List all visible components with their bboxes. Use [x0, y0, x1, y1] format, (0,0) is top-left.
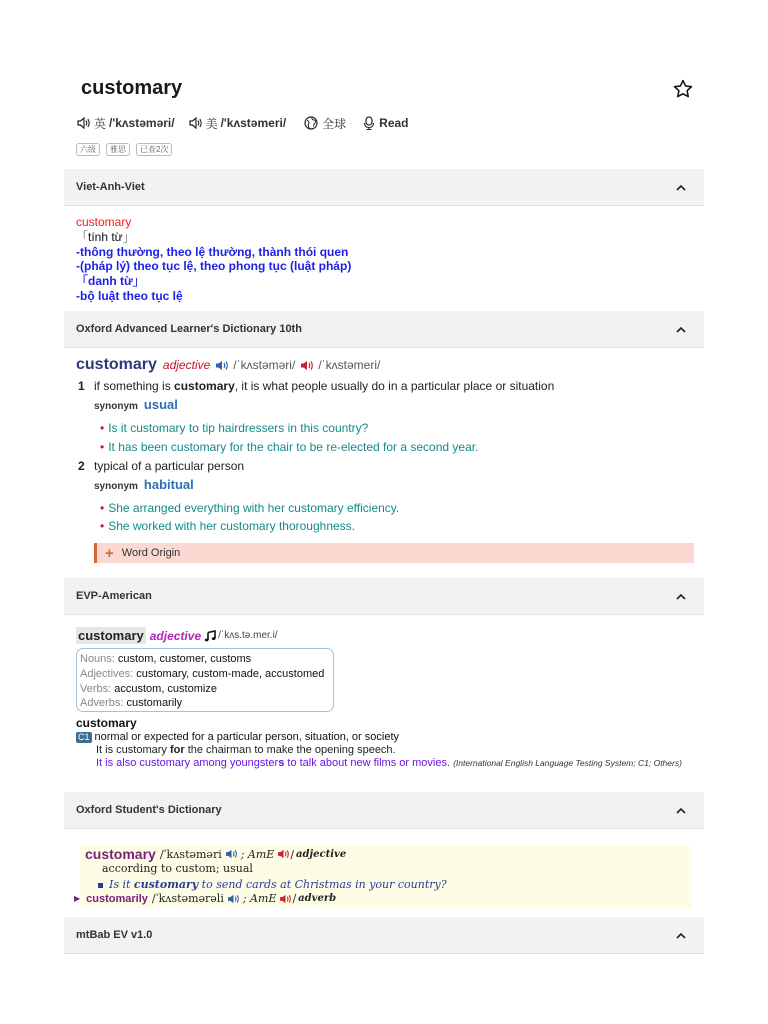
speaker-icon — [189, 117, 202, 129]
vav-definition: -bộ luật theo tục lệ — [76, 288, 183, 303]
example-bold: customary — [133, 878, 199, 891]
oald-ipa-us: /ˈkʌstəmeri/ — [318, 358, 381, 372]
pronunciation-row — [77, 114, 423, 132]
synonym-line — [94, 477, 194, 492]
sense-definition: typical of a particular person — [94, 459, 245, 473]
family-key: Verbs: — [80, 682, 112, 695]
tag-list — [76, 143, 178, 156]
oald-ipa-uk: /ˈkʌstəməri/ — [233, 358, 296, 372]
section-title: EVP-American — [76, 590, 152, 602]
family-value: customarily — [126, 697, 183, 710]
us-ipa: /'kʌstəmeri/ — [220, 116, 287, 130]
family-value: accustom, customize — [114, 682, 217, 695]
example-text: Is it — [109, 878, 134, 891]
section-title: Viet-Anh-Viet — [76, 181, 145, 193]
osd-derived-slash: / — [292, 892, 297, 905]
triangle-bullet-icon: ▶ — [74, 894, 81, 903]
oald-pos: adjective — [162, 358, 211, 372]
speaker-icon — [77, 117, 90, 129]
osd-pos: adjective — [296, 848, 347, 860]
osd-derived-ame: ; AmE — [242, 892, 277, 905]
example-sentence: • It has been customary for the chair to be re-elected for a second year. — [100, 440, 479, 454]
tag: 雅思 — [106, 143, 130, 156]
speaker-uk-icon[interactable] — [227, 894, 240, 904]
speaker-uk-icon[interactable] — [215, 360, 229, 371]
viet-anh-viet-content — [76, 215, 351, 304]
global-label: 全球 — [322, 116, 347, 131]
word-origin-toggle[interactable] — [94, 543, 694, 563]
example-text: It is customary — [96, 744, 170, 756]
def-text: if something is — [94, 379, 175, 393]
def-keyword: customary — [174, 379, 235, 393]
speaker-us-icon[interactable] — [277, 849, 290, 859]
example-text: to talk about new films or movies. — [284, 757, 451, 769]
section-header-oald[interactable] — [64, 311, 704, 348]
uk-label: 英 — [94, 116, 107, 131]
word-family-row — [80, 667, 330, 682]
section-header-osd[interactable] — [64, 792, 704, 829]
chevron-up-icon — [676, 184, 686, 191]
osd-headword: customary — [85, 846, 156, 862]
example-sentence: • She worked with her customary thoroughness. — [100, 519, 355, 533]
synonym-label: synonym — [94, 401, 138, 412]
example-text: It has been customary for the chair to be re-elected for a second year. — [108, 440, 479, 454]
chevron-up-icon — [676, 932, 686, 939]
example-sentence: • Is it customary to tip hairdressers in this country? — [100, 421, 369, 435]
vav-pos: 「tính từ」 — [76, 229, 135, 244]
evp-definition: normal or expected for a particular person, situation, or society — [94, 731, 399, 743]
osd-derived-ipa: /ˈkʌstəmərəli — [151, 892, 224, 905]
word-family-row — [80, 696, 330, 711]
favorite-star-icon[interactable] — [672, 78, 694, 100]
section-title: mtBab EV v1.0 — [76, 929, 153, 941]
vav-pos: 「danh từ」 — [76, 274, 145, 289]
oald-headword: customary — [76, 356, 157, 373]
section-title: Oxford Advanced Learner's Dictionary 10th — [76, 323, 302, 335]
section-title: Oxford Student's Dictionary — [76, 804, 222, 816]
uk-ipa: /'kʌstəməri/ — [109, 116, 175, 130]
family-value: customary, custom-made, accustomed — [136, 667, 325, 680]
chevron-up-icon — [676, 326, 686, 333]
sense-number: 1 — [78, 379, 85, 393]
example-text: It is also customary among youngster — [96, 757, 279, 769]
osd-ame: ; AmE — [240, 847, 275, 861]
evp-sense — [76, 731, 399, 743]
family-key: Nouns: — [80, 653, 115, 665]
speaker-us-icon[interactable] — [300, 360, 314, 371]
chevron-up-icon — [676, 807, 686, 814]
osd-derived-pos: adverb — [298, 893, 337, 904]
example-text: to send cards at Christmas in your country? — [198, 878, 447, 891]
osd-content — [74, 846, 692, 908]
microphone-icon — [363, 116, 375, 130]
example-text: Is it customary to tip hairdressers in this country? — [108, 421, 369, 435]
synonym-line — [94, 397, 178, 412]
sense-number: 2 — [78, 459, 85, 473]
family-value: custom, customer, customs — [117, 653, 252, 665]
sense-definition — [94, 379, 554, 393]
word-family-box — [76, 648, 334, 712]
word-family-row — [80, 682, 330, 697]
osd-derived-line — [74, 892, 336, 905]
section-header-mtbab[interactable] — [64, 917, 704, 954]
read-button[interactable] — [363, 116, 408, 130]
speaker-us-icon[interactable] — [279, 894, 292, 904]
music-note-icon[interactable] — [204, 630, 216, 642]
section-header-evp[interactable] — [64, 578, 704, 615]
speaker-uk-icon[interactable] — [225, 849, 238, 859]
evp-ipa: /ˈkʌs.tə.mer.i/ — [218, 630, 278, 641]
osd-definition: according to custom; usual — [102, 862, 253, 875]
evp-headword: customary — [78, 628, 144, 643]
headword: customary — [81, 77, 183, 99]
section-header-viet-anh-viet[interactable] — [64, 169, 704, 206]
vav-headword: customary — [76, 215, 132, 229]
oald-headword-line — [76, 356, 380, 374]
uk-pronunciation[interactable] — [77, 115, 175, 132]
us-pronunciation[interactable] — [189, 115, 287, 132]
evp-headword-2: customary — [76, 716, 137, 730]
example-bold: s — [278, 757, 285, 769]
family-key: Adjectives: — [80, 667, 134, 680]
tag: 六级 — [76, 143, 100, 156]
us-label: 美 — [205, 116, 218, 131]
synonym-link[interactable]: habitual — [143, 477, 194, 492]
family-key: Adverbs: — [80, 697, 124, 710]
read-label: Read — [379, 116, 409, 130]
evp-headword-line — [76, 627, 278, 644]
vav-definition: -(pháp lý) theo tục lệ, theo phong tục (luật pháp) — [76, 259, 352, 274]
global-button[interactable] — [304, 115, 349, 132]
word-origin-label: Word Origin — [121, 547, 181, 559]
example-bold: for — [169, 744, 185, 756]
osd-ipa: /ˈkʌstəməri — [159, 847, 222, 861]
tag: 已查2次 — [136, 143, 172, 156]
def-text: , it is what people usually do in a particular place or situation — [234, 379, 555, 393]
osd-derived-word: customarily — [86, 892, 148, 905]
vav-definition: -thông thường, theo lệ thường, thành thói quen — [76, 244, 349, 259]
example-source: (International English Language Testing System; C1; Others) — [453, 758, 682, 768]
chevron-up-icon — [676, 593, 686, 600]
osd-slash: / — [290, 847, 295, 861]
plus-icon: + — [105, 544, 114, 562]
osd-headword-line — [85, 846, 346, 862]
evp-example — [96, 744, 396, 756]
osd-example — [98, 878, 447, 891]
example-text: She arranged everything with her customary efficiency. — [108, 501, 400, 515]
example-text: the chairman to make the opening speech. — [184, 744, 396, 756]
level-badge: C1 — [78, 731, 90, 742]
example-sentence: • She arranged everything with her customary efficiency. — [100, 501, 400, 515]
synonym-link[interactable]: usual — [143, 397, 178, 412]
example-text: She worked with her customary thoroughness. — [108, 519, 355, 533]
evp-pos: adjective — [149, 628, 202, 643]
globe-icon — [304, 116, 318, 130]
word-family-row — [80, 652, 330, 667]
evp-learner-example — [96, 757, 696, 770]
synonym-label: synonym — [94, 481, 138, 492]
